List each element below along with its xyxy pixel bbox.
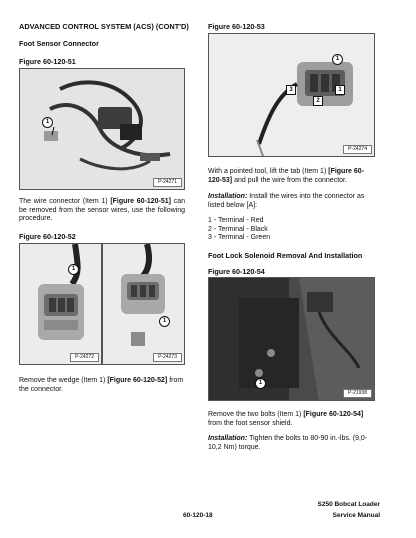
- figure-reference: [Figure 60-120-51]: [110, 198, 171, 205]
- text: can be removed from the sensor wires, use the following procedure.: [19, 198, 185, 223]
- terminal-list: [208, 217, 270, 243]
- callout-1-terminal: 1: [335, 85, 345, 95]
- figure-photo-foot-sensor-shield: [208, 277, 375, 401]
- figure-label: Figure 60-120-54: [208, 267, 265, 276]
- section-title: ADVANCED CONTROL SYSTEM (ACS) (CONT'D): [19, 22, 189, 31]
- callout-1: 1: [159, 316, 170, 327]
- figure-label: Figure 60-120-53: [208, 22, 265, 31]
- paragraph-connector-removal: [19, 198, 185, 224]
- figure-label: Figure 60-120-52: [19, 232, 76, 241]
- callout-1: 1: [42, 117, 53, 128]
- connector-illustration: [20, 244, 102, 365]
- paragraph-lift-tab: [208, 168, 378, 185]
- footer-manual: Service Manual: [332, 512, 380, 519]
- list-item: 1 - Terminal - Red: [208, 217, 264, 224]
- figure-reference: [Figure 60-120-52]: [107, 377, 168, 384]
- text: Remove the wedge (Item 1): [19, 377, 108, 384]
- section-title-foot-lock: Foot Lock Solenoid Removal And Installation: [208, 251, 363, 260]
- figure-photo-connector-a: [19, 243, 102, 365]
- text: from the connector.: [19, 377, 184, 393]
- figure-photo-connector-b: [102, 243, 185, 365]
- callout-3: 3: [286, 85, 296, 95]
- text: and pull the wire from the connector.: [232, 176, 347, 184]
- list-item: 3 - Terminal - Green: [208, 234, 271, 242]
- photo-number: P-24272: [70, 353, 99, 362]
- figure-reference: [Figure 60-120-54]: [303, 411, 364, 418]
- list-item: 2 - Terminal - Black: [208, 225, 268, 233]
- callout-1: 1: [332, 54, 343, 65]
- callout-1: 1: [255, 378, 266, 389]
- callout-1: 1: [68, 264, 79, 275]
- paragraph-remove-bolts: [208, 411, 378, 428]
- figure-photo-connector-terminals: [208, 33, 375, 157]
- footer-product: S250 Bobcat Loader: [317, 501, 380, 508]
- figure-photo-sensor-wires: [19, 68, 185, 190]
- text: The wire connector (Item 1): [19, 198, 111, 205]
- text: from the foot sensor shield.: [208, 419, 293, 427]
- connector-wedge-illustration: [103, 244, 185, 365]
- paragraph-wedge-removal: [19, 377, 185, 394]
- installation-label: Installation:: [208, 435, 248, 442]
- text: Remove the two bolts (Item 1): [208, 411, 304, 418]
- photo-number: P-24274: [343, 145, 372, 154]
- text: With a pointed tool, lift the tab (Item 1): [208, 168, 329, 175]
- photo-number: P-24273: [153, 353, 182, 362]
- terminals-illustration: [209, 34, 375, 157]
- subsection-title: Foot Sensor Connector: [19, 39, 99, 48]
- wires-illustration: [20, 69, 185, 190]
- figure-label: Figure 60-120-51: [19, 57, 76, 66]
- photo-number: P-21938: [343, 389, 372, 398]
- text: Tighten the bolts to 80-90 in.-lbs. (9,0-10,2 Nm) torque.: [208, 435, 368, 451]
- figure-reference: [Figure 60-120-53]: [208, 168, 365, 184]
- page-number: 60-120-18: [183, 512, 213, 519]
- installation-label: Installation:: [208, 193, 248, 200]
- shield-illustration: [209, 278, 375, 401]
- photo-number: P-24271: [153, 178, 182, 187]
- installation-torque-note: [208, 435, 378, 452]
- installation-note: [208, 193, 378, 210]
- callout-2: 2: [313, 96, 323, 106]
- text: Install the wires into the connector as listed below [A]:: [208, 193, 365, 209]
